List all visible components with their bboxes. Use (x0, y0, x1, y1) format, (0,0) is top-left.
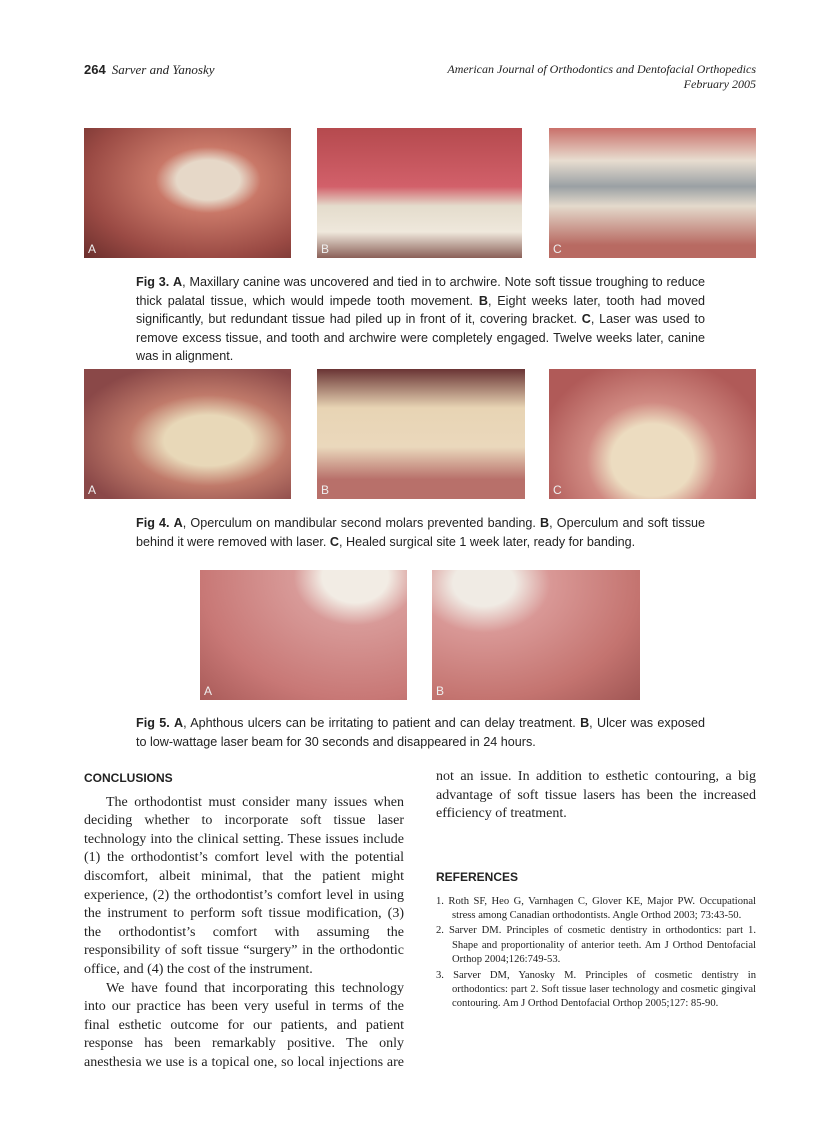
fig3-panel-c (549, 128, 756, 258)
fig3-panel-b (317, 128, 522, 258)
caption-text: , Operculum on mandibular second molars prevented banding. (182, 516, 541, 530)
part-label: B (478, 293, 488, 308)
panel-label: C (553, 483, 562, 497)
fig4-caption (136, 514, 705, 551)
authors: Sarver and Yanosky (111, 62, 215, 77)
panel-label: A (88, 242, 97, 256)
caption-text: , Ulcer was exposed to low-wattage laser beam for 30 seconds and disappeared in 24 hours. (136, 716, 706, 749)
running-header-right (447, 62, 756, 92)
part-label: C (329, 534, 340, 549)
reference-list (436, 895, 756, 1012)
caption-text: , Operculum and soft tissue behind it were removed with laser. (136, 516, 705, 549)
reference-item: 3. Sarver DM, Yanosky M. Principles of cosmetic dentistry in orthodontics: part 2. Soft tissue laser technology and cosmetic gingival contouring. Am J Orthod Dentofacial Orthop 2005;127: 85-90. (436, 969, 756, 1010)
issue-date: February 2005 (683, 77, 756, 91)
part-label: C (581, 312, 591, 326)
reference-item: 1. Roth SF, Heo G, Varnhagen C, Glover KE, Major PW. Occupational stress among Canadian orthodontists. Angle Orthod 2003; 73:43-50. (436, 895, 756, 921)
paragraph-continued: not an issue. In addition to esthetic contouring, a big advantage of soft tissue lasers has been the increased efficiency of treatment. (436, 768, 756, 822)
fig4-panel-c (549, 369, 756, 499)
caption-text: , Maxillary canine was uncovered and tied in to archwire. Note soft tissue troughing to reduce thick palatal tissue, which would impede tooth movement. (136, 275, 705, 308)
fig3-panel-a (84, 128, 291, 258)
page-number: 264 (84, 62, 106, 77)
references-heading: REFERENCES (436, 870, 519, 884)
part-label: B (540, 516, 550, 530)
running-header-left (84, 62, 215, 78)
caption-label: Fig 5. (136, 716, 170, 730)
panel-label: A (204, 684, 213, 698)
part-label: A (173, 516, 183, 530)
caption-label: Fig 3. (136, 275, 170, 289)
paragraph: We have found that incorporating this technology into our practice has been very useful in terms of the final esthetic outcome for our patients, and patient response has been remarkably positive. The only anesthesia we use is a topical one, so local injections are (84, 980, 404, 1070)
panel-label: B (436, 684, 445, 698)
panel-label: B (321, 242, 330, 256)
panel-label: C (553, 242, 562, 256)
caption-label: Fig 4. (136, 516, 170, 530)
fig5-caption (136, 714, 705, 751)
part-label: A (174, 716, 184, 730)
panel-label: A (88, 483, 97, 497)
paragraph: The orthodontist must consider many issues when deciding whether to incorporate soft tissue laser technology into the clinical setting. These issues include (1) the orthodontist’s comfort level with the potential discomfort, albeit minimal, that the patient might experience, (2) the orthodontist’s comfort level in using the instrument to perform soft tissue modification, (3) the orthodontist’s comfort with assuming the responsibility of soft tissue “surgery” in the orthodontic office, and (4) the cost of the instrument. (84, 794, 404, 977)
caption-text: , Healed surgical site 1 week later, ready for banding. (339, 534, 636, 549)
part-label: B (580, 716, 590, 730)
fig3-caption (136, 273, 705, 366)
section-heading: CONCLUSIONS (84, 771, 173, 785)
fig5-panel-a (200, 570, 407, 700)
caption-text: , Eight weeks later, tooth had moved significantly, but redundant tissue had piled up in front of it, covering bracket. (136, 293, 705, 326)
caption-text: , Laser was used to remove excess tissue, and tooth and archwire were completely engaged. Twelve weeks later, canine was in alignment. (136, 312, 705, 363)
journal-title: American Journal of Orthodontics and Dentofacial Orthopedics (447, 62, 756, 76)
panel-label: B (321, 483, 330, 497)
right-column (436, 768, 756, 1013)
fig4-panel-b (317, 369, 525, 499)
fig4-panel-a (84, 369, 291, 499)
caption-text: , Aphthous ulcers can be irritating to patient and can delay treatment. (183, 716, 581, 730)
conclusions-section (84, 769, 404, 1073)
fig5-panel-b (432, 570, 640, 700)
part-label: A (173, 275, 183, 289)
reference-item: 2. Sarver DM. Principles of cosmetic dentistry in orthodontics: part 1. Shape and proportionality of anterior teeth. Am J Orthod Dentofacial Orthop 2004;126:749-53. (436, 925, 756, 966)
